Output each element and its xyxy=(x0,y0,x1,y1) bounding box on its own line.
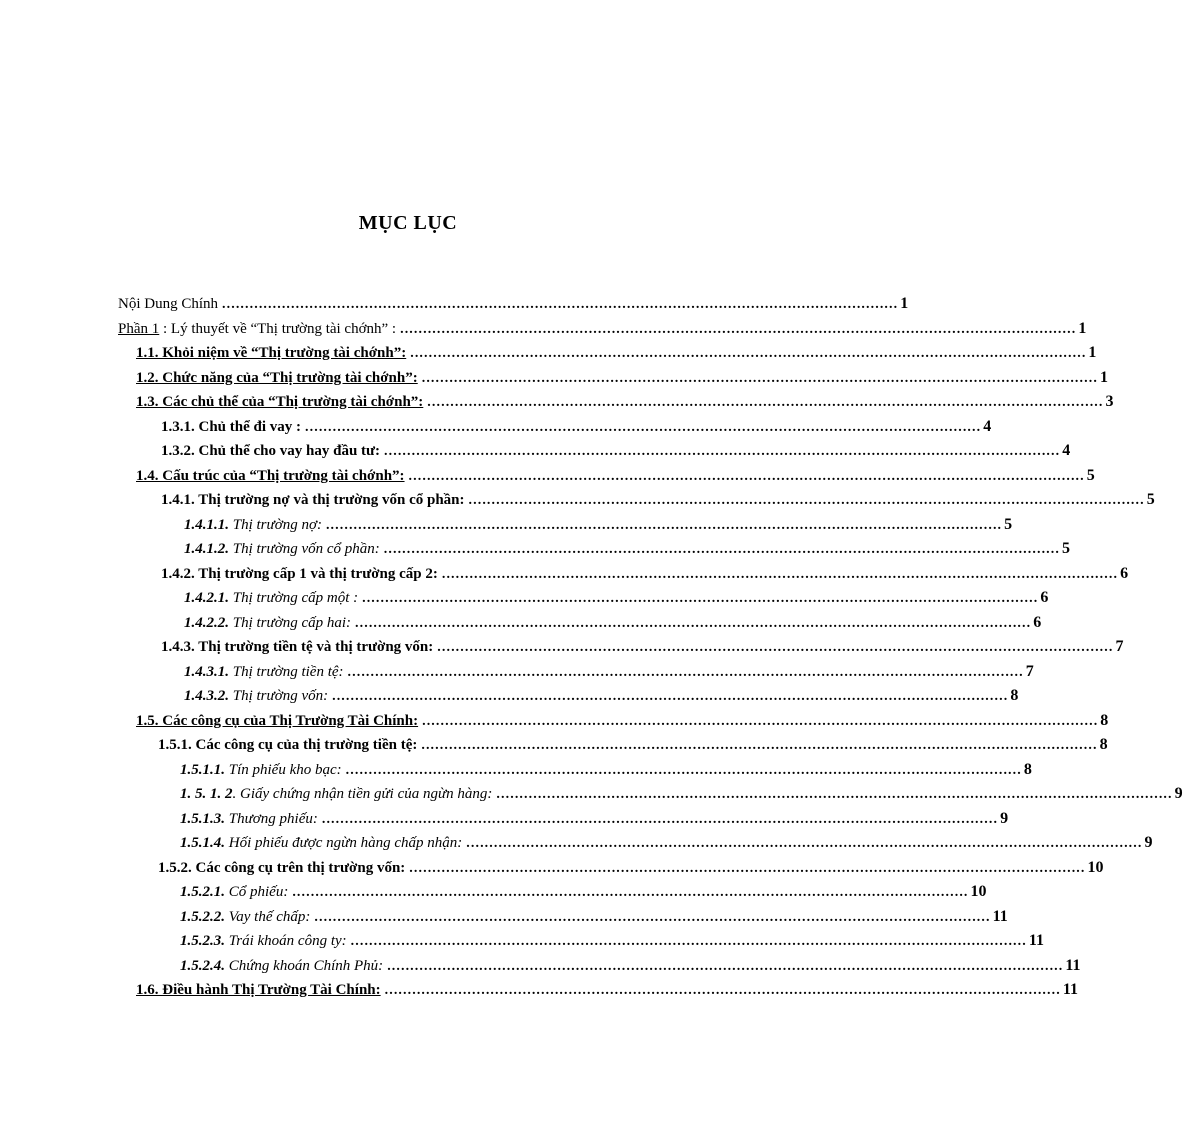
toc-leader-dots: ................................................................................................................................................... xyxy=(408,468,1085,484)
toc-entry[interactable] xyxy=(118,292,909,317)
toc-title: MỤC LỤC xyxy=(358,212,458,234)
toc-entry-text: 1. 5. 1. 2 xyxy=(180,786,233,802)
toc-page-number: 1 xyxy=(1099,368,1108,386)
toc-page-number: 9 xyxy=(1174,785,1183,802)
toc-page-number: 8 xyxy=(1100,711,1109,729)
toc-entry-label xyxy=(136,978,385,1003)
toc-entry[interactable] xyxy=(118,464,1095,489)
toc-leader-dots: ................................................................................................................................................... xyxy=(409,860,1086,876)
toc-entry-label xyxy=(184,660,348,685)
toc-entry-text: 1.4.3.2. xyxy=(184,688,229,704)
toc-entry-label xyxy=(136,464,409,489)
toc-leader-dots: ................................................................................................................................................... xyxy=(325,517,1003,533)
toc-entry[interactable] xyxy=(118,733,1108,758)
toc-leader-dots: ................................................................................................................................................... xyxy=(421,370,1098,386)
toc-entry-text: : Lý thuyết về “Thị trường tài chớnh” : xyxy=(159,320,397,337)
toc-entry-text: Trái khoán công ty: xyxy=(225,933,347,949)
toc-entry-label xyxy=(180,929,351,954)
toc-leader-dots: ................................................................................................................................................... xyxy=(422,713,1099,729)
toc-entry[interactable] xyxy=(118,390,1114,415)
toc-page-number: 5 xyxy=(1146,491,1155,508)
toc-leader-dots: ................................................................................................................................................... xyxy=(347,664,1024,680)
toc-entry-label xyxy=(161,439,384,464)
toc-entry-text: 1.1. Khỏi niệm về “Thị trường tài chớnh”: xyxy=(136,345,407,361)
toc-page-number: 5 xyxy=(1086,466,1095,484)
toc-entry-text: 1.3.1. Chủ thể đi vay : xyxy=(161,418,302,435)
toc-entry[interactable] xyxy=(118,905,1008,930)
toc-entry-text: Phần 1 xyxy=(118,320,160,337)
toc-leader-dots: ................................................................................................................................................... xyxy=(345,762,1022,778)
toc-entry[interactable] xyxy=(118,758,1032,783)
toc-entry-label xyxy=(161,488,469,513)
toc-page-number: 7 xyxy=(1115,638,1124,655)
toc-entry-text: 1.3.2. Chủ thể cho vay hay đầu tư: xyxy=(161,443,381,459)
toc-entry-label xyxy=(161,415,305,440)
toc-entry-text: 1.5.1.3. xyxy=(180,810,225,827)
toc-leader-dots: ................................................................................................................................................... xyxy=(427,395,1104,410)
toc-entry-label xyxy=(136,341,410,366)
toc-leader-dots: ................................................................................................................................................... xyxy=(468,493,1145,508)
toc-entry-label xyxy=(184,537,384,562)
toc-entry-label xyxy=(161,635,437,660)
toc-entry-text: 1.4.3. Thị trường tiền tệ và thị trường vốn: xyxy=(161,639,434,655)
toc-page-number: 11 xyxy=(1062,981,1078,998)
toc-entry-text: Thị trường vốn cổ phần: xyxy=(229,541,380,557)
toc-entry-text: Thị trường tiền tệ: xyxy=(229,663,344,680)
toc-page-number: 6 xyxy=(1033,613,1042,631)
toc-entry-text: 1.3. Các chủ thể của “Thị trường tài chớnh”: xyxy=(136,394,424,410)
toc-entry-text: 1.5.2.2. xyxy=(180,908,225,925)
toc-entry-text: 1.5.2. Các công cụ trên thị trường vốn: xyxy=(158,859,406,876)
toc-page-number: 8 xyxy=(1099,736,1108,753)
toc-entry-text: 1.4.2.2. xyxy=(184,614,229,631)
toc-entry-text: Hối phiếu được ngừn hàng chấp nhận: xyxy=(225,835,463,851)
toc-page-number: 11 xyxy=(992,907,1008,925)
toc-page-number: 7 xyxy=(1025,662,1034,680)
toc-entry-label xyxy=(158,733,421,758)
toc-entry-label xyxy=(136,366,422,391)
toc-entry-label xyxy=(118,292,222,317)
toc-entry-text: Cổ phiếu: xyxy=(225,884,289,900)
toc-entry-text: Thị trường cấp một : xyxy=(229,590,359,606)
toc-page-number: 1 xyxy=(900,295,909,312)
toc-entry-label xyxy=(180,905,314,930)
toc-entry[interactable] xyxy=(118,415,992,440)
toc-entry-label xyxy=(136,709,422,734)
toc-entry-label xyxy=(184,586,362,611)
toc-entry[interactable] xyxy=(118,856,1104,881)
toc-page-number: 5 xyxy=(1061,540,1070,557)
toc-page-number: 4 xyxy=(1062,442,1071,459)
toc-entry-text: 1.4.2.1. xyxy=(184,590,229,606)
toc-leader-dots: ................................................................................................................................................... xyxy=(441,566,1119,582)
toc-leader-dots: ................................................................................................................................................... xyxy=(292,885,969,900)
toc-page-number: 10 xyxy=(970,883,987,900)
toc-page-number: 10 xyxy=(1087,858,1104,876)
toc-leader-dots: ................................................................................................................................................... xyxy=(421,738,1098,753)
toc-entry-text: . Giấy chứng nhận tiền gửi của ngừn hàng: xyxy=(232,786,493,802)
toc-entry[interactable] xyxy=(118,611,1042,636)
toc-entry-label xyxy=(180,880,292,905)
toc-leader-dots: ................................................................................................................................................... xyxy=(384,983,1061,998)
toc-entry-text: Tín phiếu kho bạc: xyxy=(225,761,342,778)
toc-entry-label xyxy=(180,807,322,832)
toc-leader-dots: ................................................................................................................................................... xyxy=(400,321,1077,337)
toc-leader-dots: ................................................................................................................................................... xyxy=(321,811,999,827)
toc-leader-dots: ................................................................................................................................................... xyxy=(305,419,982,435)
toc-entry-text: 1.5.1.4. xyxy=(180,835,225,851)
toc-page-number: 6 xyxy=(1040,589,1049,606)
toc-entry-text: Nội Dung Chính xyxy=(118,296,219,312)
toc-page-number: 11 xyxy=(1065,956,1081,974)
toc-entry[interactable] xyxy=(118,807,1009,832)
toc-entry-text: 1.2. Chức năng của “Thị trường tài chớnh”: xyxy=(136,369,418,386)
toc-leader-dots: ................................................................................................................................................... xyxy=(496,787,1173,802)
toc-leader-dots: ................................................................................................................................................... xyxy=(222,297,899,312)
toc-entry-text: Thương phiếu: xyxy=(225,810,318,827)
toc-entry-text: Chứng khoán Chính Phủ: xyxy=(225,957,384,974)
toc-page-number: 5 xyxy=(1004,515,1013,533)
toc-entry[interactable] xyxy=(118,880,987,905)
toc-entry-text: 1.4.1.2. xyxy=(184,541,229,557)
toc-entry[interactable] xyxy=(118,954,1081,979)
toc-entry[interactable] xyxy=(118,488,1155,513)
toc-entry[interactable] xyxy=(118,586,1049,611)
toc-entry-label xyxy=(118,317,400,342)
toc-leader-dots: ................................................................................................................................................... xyxy=(466,836,1143,851)
toc-entry-label xyxy=(184,611,355,636)
toc-entry-text: 1.5.2.4. xyxy=(180,957,225,974)
toc-page-number: 8 xyxy=(1010,687,1019,704)
toc-leader-dots: ................................................................................................................................................... xyxy=(383,542,1060,557)
toc-entry-text: 1.5.1. Các công cụ của thị trường tiền tệ: xyxy=(158,737,418,753)
toc-entry[interactable] xyxy=(118,562,1129,587)
toc-entry-text: 1.4.3.1. xyxy=(184,663,229,680)
toc-entry[interactable] xyxy=(118,684,1019,709)
toc-entry[interactable] xyxy=(118,831,1153,856)
toc-entry[interactable] xyxy=(118,782,1183,807)
toc-page-number: 3 xyxy=(1105,393,1114,410)
toc-entry-text: 1.5.2.3. xyxy=(180,933,225,949)
toc-entry-text: 1.5. Các công cụ của Thị Trường Tài Chính: xyxy=(136,712,419,729)
toc-entry-text: Thị trường cấp hai: xyxy=(229,614,352,631)
toc-entry[interactable] xyxy=(118,513,1013,538)
toc-entry-label xyxy=(180,758,346,783)
toc-entry[interactable] xyxy=(118,929,1044,954)
toc-entry[interactable] xyxy=(118,366,1108,391)
toc-entry[interactable] xyxy=(118,660,1034,685)
toc-entry-label xyxy=(158,856,409,881)
toc-page-number: 9 xyxy=(1000,809,1009,827)
toc-entry-label xyxy=(184,513,326,538)
toc-entry-text: Thị trường nợ: xyxy=(229,516,322,533)
toc-entry-text: Thị trường vốn: xyxy=(229,688,329,704)
toc-leader-dots: ................................................................................................................................................... xyxy=(332,689,1009,704)
toc-entry-text: 1.4.2. Thị trường cấp 1 và thị trường cấp 2: xyxy=(161,565,438,582)
toc-entry-text: Vay thế chấp: xyxy=(225,908,311,925)
toc-leader-dots: ................................................................................................................................................... xyxy=(387,958,1064,974)
toc-entry-label xyxy=(136,390,427,415)
toc-entry[interactable] xyxy=(118,439,1071,464)
toc-entry-text: 1.5.2.1. xyxy=(180,884,225,900)
toc-leader-dots: ................................................................................................................................................... xyxy=(410,346,1087,361)
toc-entry[interactable] xyxy=(118,537,1070,562)
toc-page-number: 4 xyxy=(983,417,992,435)
toc-entry-label xyxy=(161,562,442,587)
toc-entry-label xyxy=(180,782,496,807)
toc-page-number: 6 xyxy=(1120,564,1129,582)
toc-entry-text: 1.4.1. Thị trường nợ và thị trường vốn cổ phần: xyxy=(161,492,465,508)
toc-leader-dots: ................................................................................................................................................... xyxy=(350,934,1027,949)
toc-page-number: 11 xyxy=(1028,932,1044,949)
toc-entry[interactable] xyxy=(118,317,1087,342)
toc-leader-dots: ................................................................................................................................................... xyxy=(355,615,1032,631)
toc-leader-dots: ................................................................................................................................................... xyxy=(437,640,1114,655)
toc-entry-label xyxy=(180,831,466,856)
toc-page-number: 8 xyxy=(1023,760,1032,778)
toc-leader-dots: ................................................................................................................................................... xyxy=(314,909,991,925)
toc-page-number: 1 xyxy=(1078,319,1087,337)
table-of-contents xyxy=(118,292,1183,1003)
toc-entry[interactable] xyxy=(118,709,1109,734)
toc-entry-label xyxy=(184,684,332,709)
toc-entry-text: 1.5.1.1. xyxy=(180,761,225,778)
toc-entry[interactable] xyxy=(118,341,1097,366)
toc-entry-text: 1.4. Cấu trúc của “Thị trường tài chớnh”: xyxy=(136,467,405,484)
toc-leader-dots: ................................................................................................................................................... xyxy=(362,591,1039,606)
toc-page-number: 1 xyxy=(1088,344,1097,361)
toc-entry[interactable] xyxy=(118,978,1078,1003)
toc-page-number: 9 xyxy=(1144,834,1153,851)
toc-entry-text: 1.6. Điều hành Thị Trường Tài Chính: xyxy=(136,982,381,998)
toc-entry-label xyxy=(180,954,387,979)
toc-leader-dots: ................................................................................................................................................... xyxy=(384,444,1061,459)
toc-entry-text: 1.4.1.1. xyxy=(184,516,229,533)
toc-entry[interactable] xyxy=(118,635,1124,660)
